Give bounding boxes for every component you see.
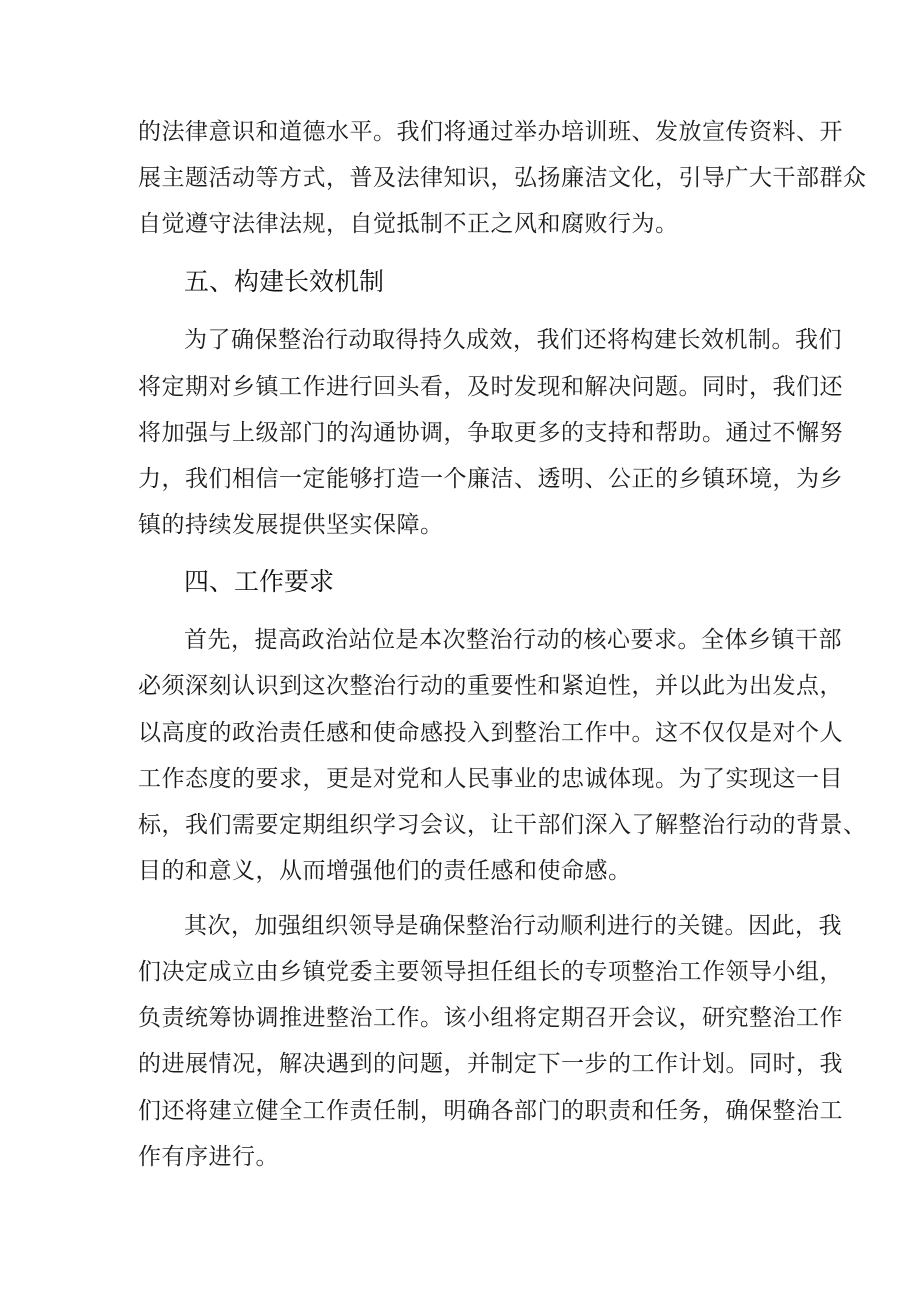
paragraph-line: 首先，提高政治站位是本次整治行动的核心要求。全体乡镇干部 <box>184 627 842 653</box>
section-heading: 五、构建长效机制 <box>184 267 385 296</box>
section-heading: 四、工作要求 <box>184 567 335 596</box>
paragraph-line: 镇的持续发展提供坚实保障。 <box>138 512 444 538</box>
paragraph-line: 作有序进行。 <box>138 1144 279 1170</box>
paragraph-line: 展主题活动等方式，普及法律知识，弘扬廉洁文化，引导广大干部群众 <box>138 165 867 191</box>
paragraph-line: 标，我们需要定期组织学习会议，让干部们深入了解整治行动的背景、 <box>138 812 867 838</box>
paragraph-line: 们还将建立健全工作责任制，明确各部门的职责和任务，确保整治工 <box>138 1098 843 1124</box>
paragraph-line: 必须深刻认识到这次整治行动的重要性和紧迫性，并以此为出发点， <box>138 673 843 699</box>
paragraph-line: 将定期对乡镇工作进行回头看，及时发现和解决问题。同时，我们还 <box>138 374 843 400</box>
paragraph-line: 的进展情况，解决遇到的问题，并制定下一步的工作计划。同时，我 <box>138 1051 843 1077</box>
paragraph-line: 负责统筹协调推进整治工作。该小组将定期召开会议，研究整治工作 <box>138 1005 843 1031</box>
paragraph-line: 目的和意义，从而增强他们的责任感和使命感。 <box>138 858 632 884</box>
paragraph-line: 力，我们相信一定能够打造一个廉洁、透明、公正的乡镇环境，为乡 <box>138 466 843 492</box>
paragraph-line: 以高度的政治责任感和使命感投入到整治工作中。这不仅仅是对个人 <box>138 720 843 746</box>
paragraph-line: 将加强与上级部门的沟通协调，争取更多的支持和帮助。通过不懈努 <box>138 420 843 446</box>
paragraph-line: 其次，加强组织领导是确保整治行动顺利进行的关键。因此，我 <box>184 913 842 939</box>
paragraph-line: 的法律意识和道德水平。我们将通过举办培训班、发放宣传资料、开 <box>138 119 843 145</box>
paragraph-line: 为了确保整治行动取得持久成效，我们还将构建长效机制。我们 <box>184 327 842 353</box>
paragraph-line: 们决定成立由乡镇党委主要领导担任组长的专项整治工作领导小组， <box>138 959 843 985</box>
paragraph-line: 工作态度的要求，更是对党和人民事业的忠诚体现。为了实现这一目 <box>138 766 843 792</box>
paragraph-line: 自觉遵守法律法规，自觉抵制不正之风和腐败行为。 <box>138 211 679 237</box>
